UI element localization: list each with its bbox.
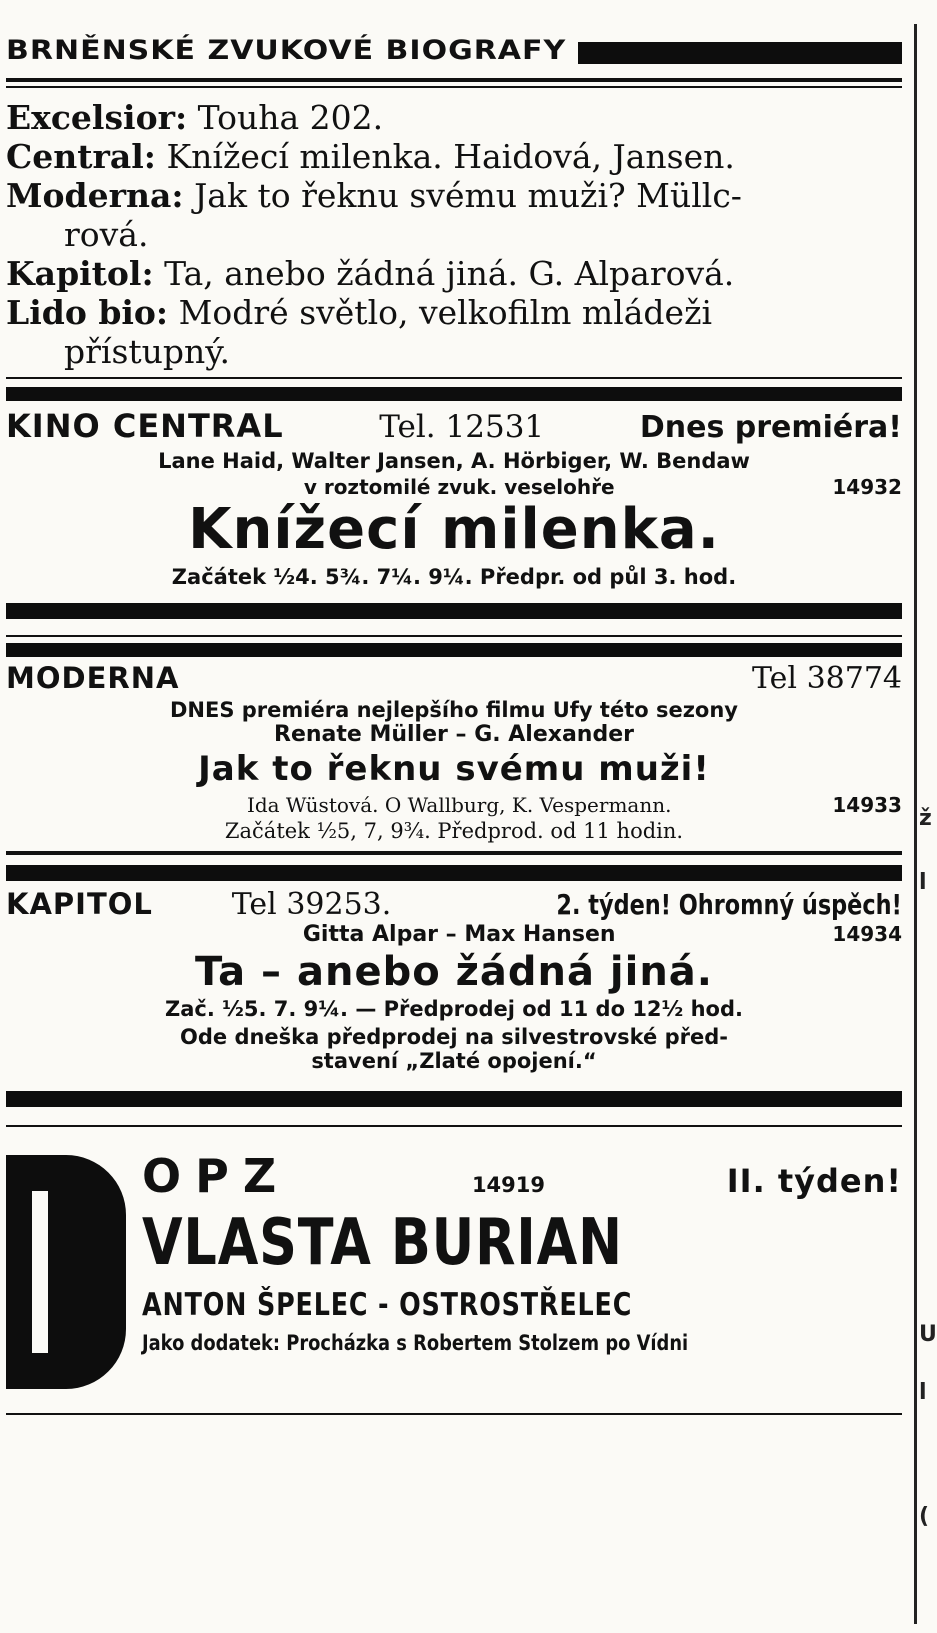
ad-kapitol-tel: Tel 39253. [231,887,392,922]
ad-dopz-code: 14919 [471,1173,545,1197]
ad-kapitol-note1: Ode dneška předprodej na silvestrovské před- [180,1025,728,1049]
ad-kapitol-tagline: 2. týden! Ohromný úspěch! [556,888,902,921]
ad-moderna-name: MODERNA [6,661,180,695]
divider-bar [6,1091,902,1107]
ad-central-times: Začátek ½4. 5¾. 7¼. 9¼. Předpr. od půl 3. hod. [171,565,737,589]
divider-bar [6,865,902,881]
listing-excelsior: Excelsior: Touha 202. [6,98,384,137]
ad-kino-central [6,407,902,589]
ad-central-tel: Tel. 12531 [379,409,545,445]
header-rule [6,78,902,82]
ad-dopz-week: II. týden! [726,1162,902,1200]
ad-kapitol-film: Ta – anebo žádná jiná. [195,949,713,995]
ad-central-name: KINO CENTRAL [6,407,284,445]
listing-lido-cont: přístupný. [64,332,231,371]
cinema-listings [6,98,902,371]
ad-moderna-tel: Tel 38774 [752,661,902,696]
divider-bar [6,387,902,401]
ad-moderna [6,661,902,843]
ad-kapitol-code: 14934 [832,922,902,946]
listing-moderna: Moderna: Jak to řeknu svému muži? Müllc- [6,176,742,215]
ad-moderna-times: Začátek ½5, 7, 9¾. Předprod. od 11 hodin. [224,819,684,843]
section-header [6,24,902,76]
ad-central-film: Knížecí milenka. [188,497,720,562]
listing-central: Central: Knížecí milenka. Haidová, Jansen. [6,137,735,176]
margin-fragment: l [919,1380,927,1405]
header-rule [6,86,902,88]
ad-moderna-film: Jak to řeknu svému muži! [198,749,710,789]
ad-kapitol [6,887,902,1073]
ad-dopz-film: ANTON ŠPELEC - OSTROSTŘELEC [142,1287,633,1323]
divider [6,851,902,855]
margin-fragment: ( [919,1504,930,1529]
ad-moderna-stars: Renate Müller – G. Alexander [274,722,634,747]
ad-central-cast: Lane Haid, Walter Jansen, A. Hörbiger, W. Bendaw [158,449,750,473]
ad-dopz [6,1149,902,1409]
margin-fragment: ž [919,806,932,831]
ad-kapitol-name: KAPITOL [6,887,153,921]
margin-fragment: l [919,870,927,895]
divider-bar [6,603,902,619]
ad-dopz-star: VLASTA BURIAN [142,1206,623,1280]
ad-kapitol-note2: stavení „Zlaté opojení.“ [311,1049,597,1073]
listing-moderna-cont: rová. [64,215,149,254]
column-divider [914,24,917,1624]
divider [6,1125,902,1127]
divider-bar [6,643,902,657]
ad-moderna-code: 14933 [832,793,902,817]
ad-moderna-cast: Ida Wüstová. O Wallburg, K. Vespermann. [246,793,672,817]
cinema-column [6,24,902,1415]
header-ornament [578,42,902,64]
ad-moderna-line1: DNES premiéra nejlepšího filmu Ufy této sezony [169,698,738,722]
section-title: BRNĚNSKÉ ZVUKOVÉ BIOGRAFY [6,34,567,66]
bottom-rule [6,1413,902,1415]
dopz-d-logo [6,1155,126,1389]
ad-central-subtitle: v roztomilé zvuk. veselohře [303,475,615,499]
ad-dopz-name: OPZ [142,1149,291,1203]
ad-kapitol-times: Zač. ½5. 7. 9¼. — Předprodej od 11 do 12½ hod. [165,997,743,1021]
ad-central-code: 14932 [832,475,902,499]
divider [6,377,902,379]
divider [6,635,902,637]
listing-lido: Lido bio: Modré světlo, velkofilm mládeži [6,293,713,332]
listing-kapitol: Kapitol: Ta, anebo žádná jiná. G. Alparová. [6,254,735,293]
ad-dopz-extra: Jako dodatek: Procházka s Robertem Stolzem po Vídni [142,1331,689,1355]
ad-kapitol-stars: Gitta Alpar – Max Hansen [302,922,616,947]
ad-central-tagline: Dnes premiéra! [639,410,902,445]
margin-fragment: U [919,1322,937,1347]
